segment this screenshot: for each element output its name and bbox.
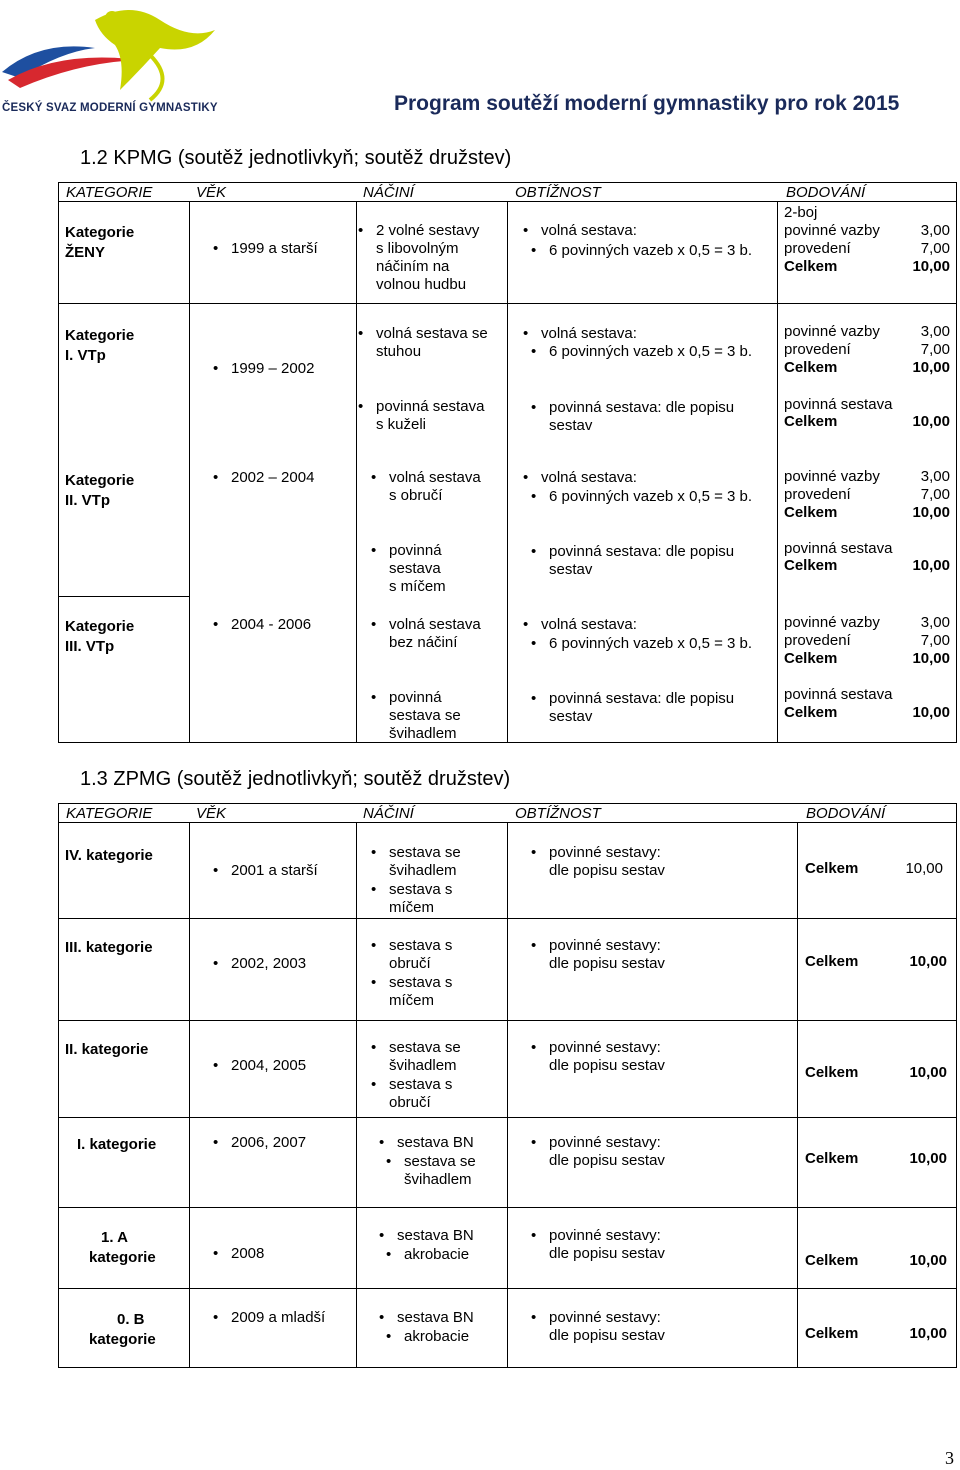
vtp2-category-1: Kategorie (65, 472, 135, 489)
difficulty-1: • povinné sestavy: (549, 844, 661, 862)
category-label: I. kategorie (77, 1136, 157, 1153)
vtp3-apparatus-b1: • povinná (389, 689, 442, 707)
score-label: Celkem (805, 1252, 859, 1269)
zeny-category-2: ŽENY (65, 244, 106, 261)
difficulty-1: • povinné sestavy: (549, 937, 661, 955)
zpmg-table (58, 803, 957, 1368)
vtp2-score-b-label: povinná sestava (784, 540, 893, 557)
page-number: 3 (945, 1448, 954, 1468)
difficulty-2: dle popisu sestav (549, 1152, 665, 1169)
apparatus-4: obručí (389, 1094, 431, 1111)
zeny-score-label-2: provedení (784, 240, 851, 257)
category-label: 1. A (101, 1229, 128, 1246)
header-nacini: NÁČINÍ (363, 184, 414, 201)
vtp3-score-b-label: povinná sestava (784, 686, 893, 703)
vtp2-difficulty-b1: • povinná sestava: dle popisu (549, 543, 734, 561)
apparatus-4: míčem (389, 992, 434, 1009)
vtp3-apparatus-a2: bez náčiní (389, 634, 458, 651)
zeny-score-label-total: Celkem (784, 258, 838, 275)
table-header (58, 182, 957, 202)
difficulty-2: dle popisu sestav (549, 1327, 665, 1344)
vtp1-apparatus-a1: • volná sestava se (376, 325, 488, 343)
age: • 2009 a mladší (231, 1309, 325, 1327)
vtp1-difficulty-b2: sestav (549, 417, 593, 434)
vtp3-score-label-2: provedení (784, 632, 851, 649)
score-value: 10,00 (909, 1150, 947, 1167)
age: • 2008 (231, 1245, 264, 1263)
apparatus-2: • sestava se (404, 1153, 476, 1171)
zeny-apparatus-3: náčiním na (376, 258, 450, 275)
zeny-apparatus-2: s libovolným (376, 240, 459, 257)
score-label: Celkem (805, 860, 859, 877)
header-vek: VĚK (196, 184, 227, 201)
vtp1-apparatus-b2: s kuželi (376, 416, 427, 433)
zeny-difficulty-1: • volná sestava: (541, 222, 637, 240)
vtp3-score-b-total-label: Celkem (784, 704, 838, 721)
vtp1-score-b-total-value: 10,00 (912, 413, 950, 430)
category-label: 0. B (117, 1311, 145, 1328)
apparatus-1: • sestava se (389, 1039, 461, 1057)
section-1-title: 1.2 KPMG (soutěž jednotlivkyň; soutěž družstev) (80, 147, 512, 169)
vtp1-score-value-total: 10,00 (912, 359, 950, 376)
apparatus-2: švihadlem (389, 862, 457, 879)
vtp2-score-b-total-label: Celkem (784, 557, 838, 574)
vtp3-score-label-total: Celkem (784, 650, 838, 667)
apparatus-2: • akrobacie (404, 1246, 469, 1264)
zeny-apparatus-4: volnou hudbu (376, 276, 467, 293)
vtp2-difficulty-a2: • 6 povinných vazeb x 0,5 = 3 b. (549, 488, 752, 506)
vtp1-apparatus-a2: stuhou (376, 343, 422, 360)
vtp2-score-value-total: 10,00 (912, 504, 950, 521)
header-bodovani: BODOVÁNÍ (806, 805, 886, 822)
table-header (58, 803, 957, 823)
score-label: Celkem (805, 953, 859, 970)
category-label-2: kategorie (89, 1249, 156, 1266)
score-label: Celkem (805, 1325, 859, 1342)
section-2-title: 1.3 ZPMG (soutěž jednotlivkyň; soutěž družstev) (80, 768, 511, 790)
vtp1-difficulty-a1: • volná sestava: (541, 325, 637, 343)
vtp3-category-1: Kategorie (65, 618, 135, 635)
difficulty-1: • povinné sestavy: (549, 1309, 661, 1327)
vtp1-score-value-2: 7,00 (920, 341, 950, 358)
difficulty-2: dle popisu sestav (549, 955, 665, 972)
age: • 2002, 2003 (231, 955, 306, 973)
category-label: II. kategorie (65, 1041, 149, 1058)
vtp3-apparatus-a1: • volná sestava (389, 616, 481, 634)
vtp1-difficulty-a2: • 6 povinných vazeb x 0,5 = 3 b. (549, 343, 752, 361)
header-obtiznost: OBTÍŽNOST (515, 805, 601, 822)
vtp3-apparatus-b2: sestava se (389, 707, 461, 724)
vtp3-score-b-total-value: 10,00 (912, 704, 950, 721)
vtp2-score-label-1: povinné vazby (784, 468, 880, 485)
vtp3-score-value-total: 10,00 (912, 650, 950, 667)
score-label: Celkem (805, 1064, 859, 1081)
vtp2-apparatus-a2: s obručí (389, 487, 443, 504)
apparatus-1: • sestava BN (397, 1309, 474, 1327)
vtp3-difficulty-b2: sestav (549, 708, 593, 725)
vtp1-apparatus-b1: • povinná sestava (376, 398, 484, 416)
header-kategorie: KATEGORIE (66, 805, 153, 822)
vtp1-score-value-1: 3,00 (920, 323, 950, 340)
zeny-score-type: 2-boj (784, 204, 818, 221)
vtp3-category-2: III. VTp (65, 638, 115, 655)
age: • 2001 a starší (231, 862, 318, 880)
vtp1-difficulty-b1: • povinná sestava: dle popisu (549, 399, 734, 417)
apparatus-2: • akrobacie (404, 1328, 469, 1346)
vtp2-score-label-total: Celkem (784, 504, 838, 521)
vtp1-category-1: Kategorie (65, 327, 135, 344)
vtp3-score-value-1: 3,00 (920, 614, 950, 631)
zeny-score-value-1: 3,00 (920, 222, 950, 239)
score-label: Celkem (805, 1150, 859, 1167)
vtp2-age: • 2002 – 2004 (231, 469, 314, 487)
apparatus-3: • sestava s (389, 881, 452, 899)
vtp1-score-label-2: provedení (784, 341, 851, 358)
age: • 2004, 2005 (231, 1057, 306, 1075)
zeny-age: • 1999 a starší (231, 240, 318, 258)
vtp3-difficulty-a2: • 6 povinných vazeb x 0,5 = 3 b. (549, 635, 752, 653)
difficulty-1: • povinné sestavy: (549, 1227, 661, 1245)
header-obtiznost: OBTÍŽNOST (515, 184, 601, 201)
vtp2-difficulty-a1: • volná sestava: (541, 469, 637, 487)
score-value: 10,00 (909, 1064, 947, 1081)
age: • 2006, 2007 (231, 1134, 306, 1152)
apparatus-1: • sestava BN (397, 1134, 474, 1152)
vtp2-score-value-1: 3,00 (920, 468, 950, 485)
apparatus-1: • sestava BN (397, 1227, 474, 1245)
difficulty-2: dle popisu sestav (549, 1057, 665, 1074)
difficulty-2: dle popisu sestav (549, 862, 665, 879)
difficulty-1: • povinné sestavy: (549, 1134, 661, 1152)
score-value: 10,00 (905, 860, 943, 877)
vtp1-score-label-total: Celkem (784, 359, 838, 376)
zeny-apparatus-1: • 2 volné sestavy (376, 222, 479, 240)
header-nacini: NÁČINÍ (363, 805, 414, 822)
category-label-2: kategorie (89, 1331, 156, 1348)
zeny-difficulty-2: • 6 povinných vazeb x 0,5 = 3 b. (549, 242, 752, 260)
vtp3-apparatus-b3: švihadlem (389, 725, 457, 742)
vtp1-category-2: I. VTp (65, 347, 106, 364)
org-name: ČESKÝ SVAZ MODERNÍ GYMNASTIKY (2, 102, 218, 114)
apparatus-2: švihadlem (389, 1057, 457, 1074)
score-value: 10,00 (909, 1252, 947, 1269)
category-label: IV. kategorie (65, 847, 153, 864)
zeny-score-label-1: povinné vazby (784, 222, 880, 239)
document-title: Program soutěží moderní gymnastiky pro rok 2015 (394, 92, 900, 115)
vtp1-score-b-total-label: Celkem (784, 413, 838, 430)
vtp1-age: • 1999 – 2002 (231, 360, 314, 378)
vtp1-score-b-label: povinná sestava (784, 396, 893, 413)
apparatus-1: • sestava se (389, 844, 461, 862)
vtp3-difficulty-b1: • povinná sestava: dle popisu (549, 690, 734, 708)
apparatus-2: obručí (389, 955, 431, 972)
vtp3-score-value-2: 7,00 (920, 632, 950, 649)
difficulty-2: dle popisu sestav (549, 1245, 665, 1262)
zeny-score-value-2: 7,00 (920, 240, 950, 257)
apparatus-3: • sestava s (389, 974, 452, 992)
vtp2-score-label-2: provedení (784, 486, 851, 503)
zeny-category-1: Kategorie (65, 224, 135, 241)
vtp3-age: • 2004 - 2006 (231, 616, 311, 634)
apparatus-3: švihadlem (404, 1171, 472, 1188)
vtp2-apparatus-b3: s míčem (389, 578, 446, 595)
vtp3-score-label-1: povinné vazby (784, 614, 880, 631)
vtp2-score-b-total-value: 10,00 (912, 557, 950, 574)
vtp3-difficulty-a1: • volná sestava: (541, 616, 637, 634)
category-label: III. kategorie (65, 939, 153, 956)
apparatus-4: míčem (389, 899, 434, 916)
score-value: 10,00 (909, 953, 947, 970)
zeny-score-value-total: 10,00 (912, 258, 950, 275)
vtp2-apparatus-a1: • volná sestava (389, 469, 481, 487)
vtp2-score-value-2: 7,00 (920, 486, 950, 503)
vtp2-category-2: II. VTp (65, 492, 110, 509)
header-vek: VĚK (196, 805, 227, 822)
vtp2-apparatus-b2: sestava (389, 560, 441, 577)
vtp2-apparatus-b1: • povinná (389, 542, 442, 560)
score-value: 10,00 (909, 1325, 947, 1342)
apparatus-1: • sestava s (389, 937, 452, 955)
vtp1-score-label-1: povinné vazby (784, 323, 880, 340)
header-bodovani: BODOVÁNÍ (786, 184, 866, 201)
vtp2-difficulty-b2: sestav (549, 561, 593, 578)
difficulty-1: • povinné sestavy: (549, 1039, 661, 1057)
header-kategorie: KATEGORIE (66, 184, 153, 201)
apparatus-3: • sestava s (389, 1076, 452, 1094)
